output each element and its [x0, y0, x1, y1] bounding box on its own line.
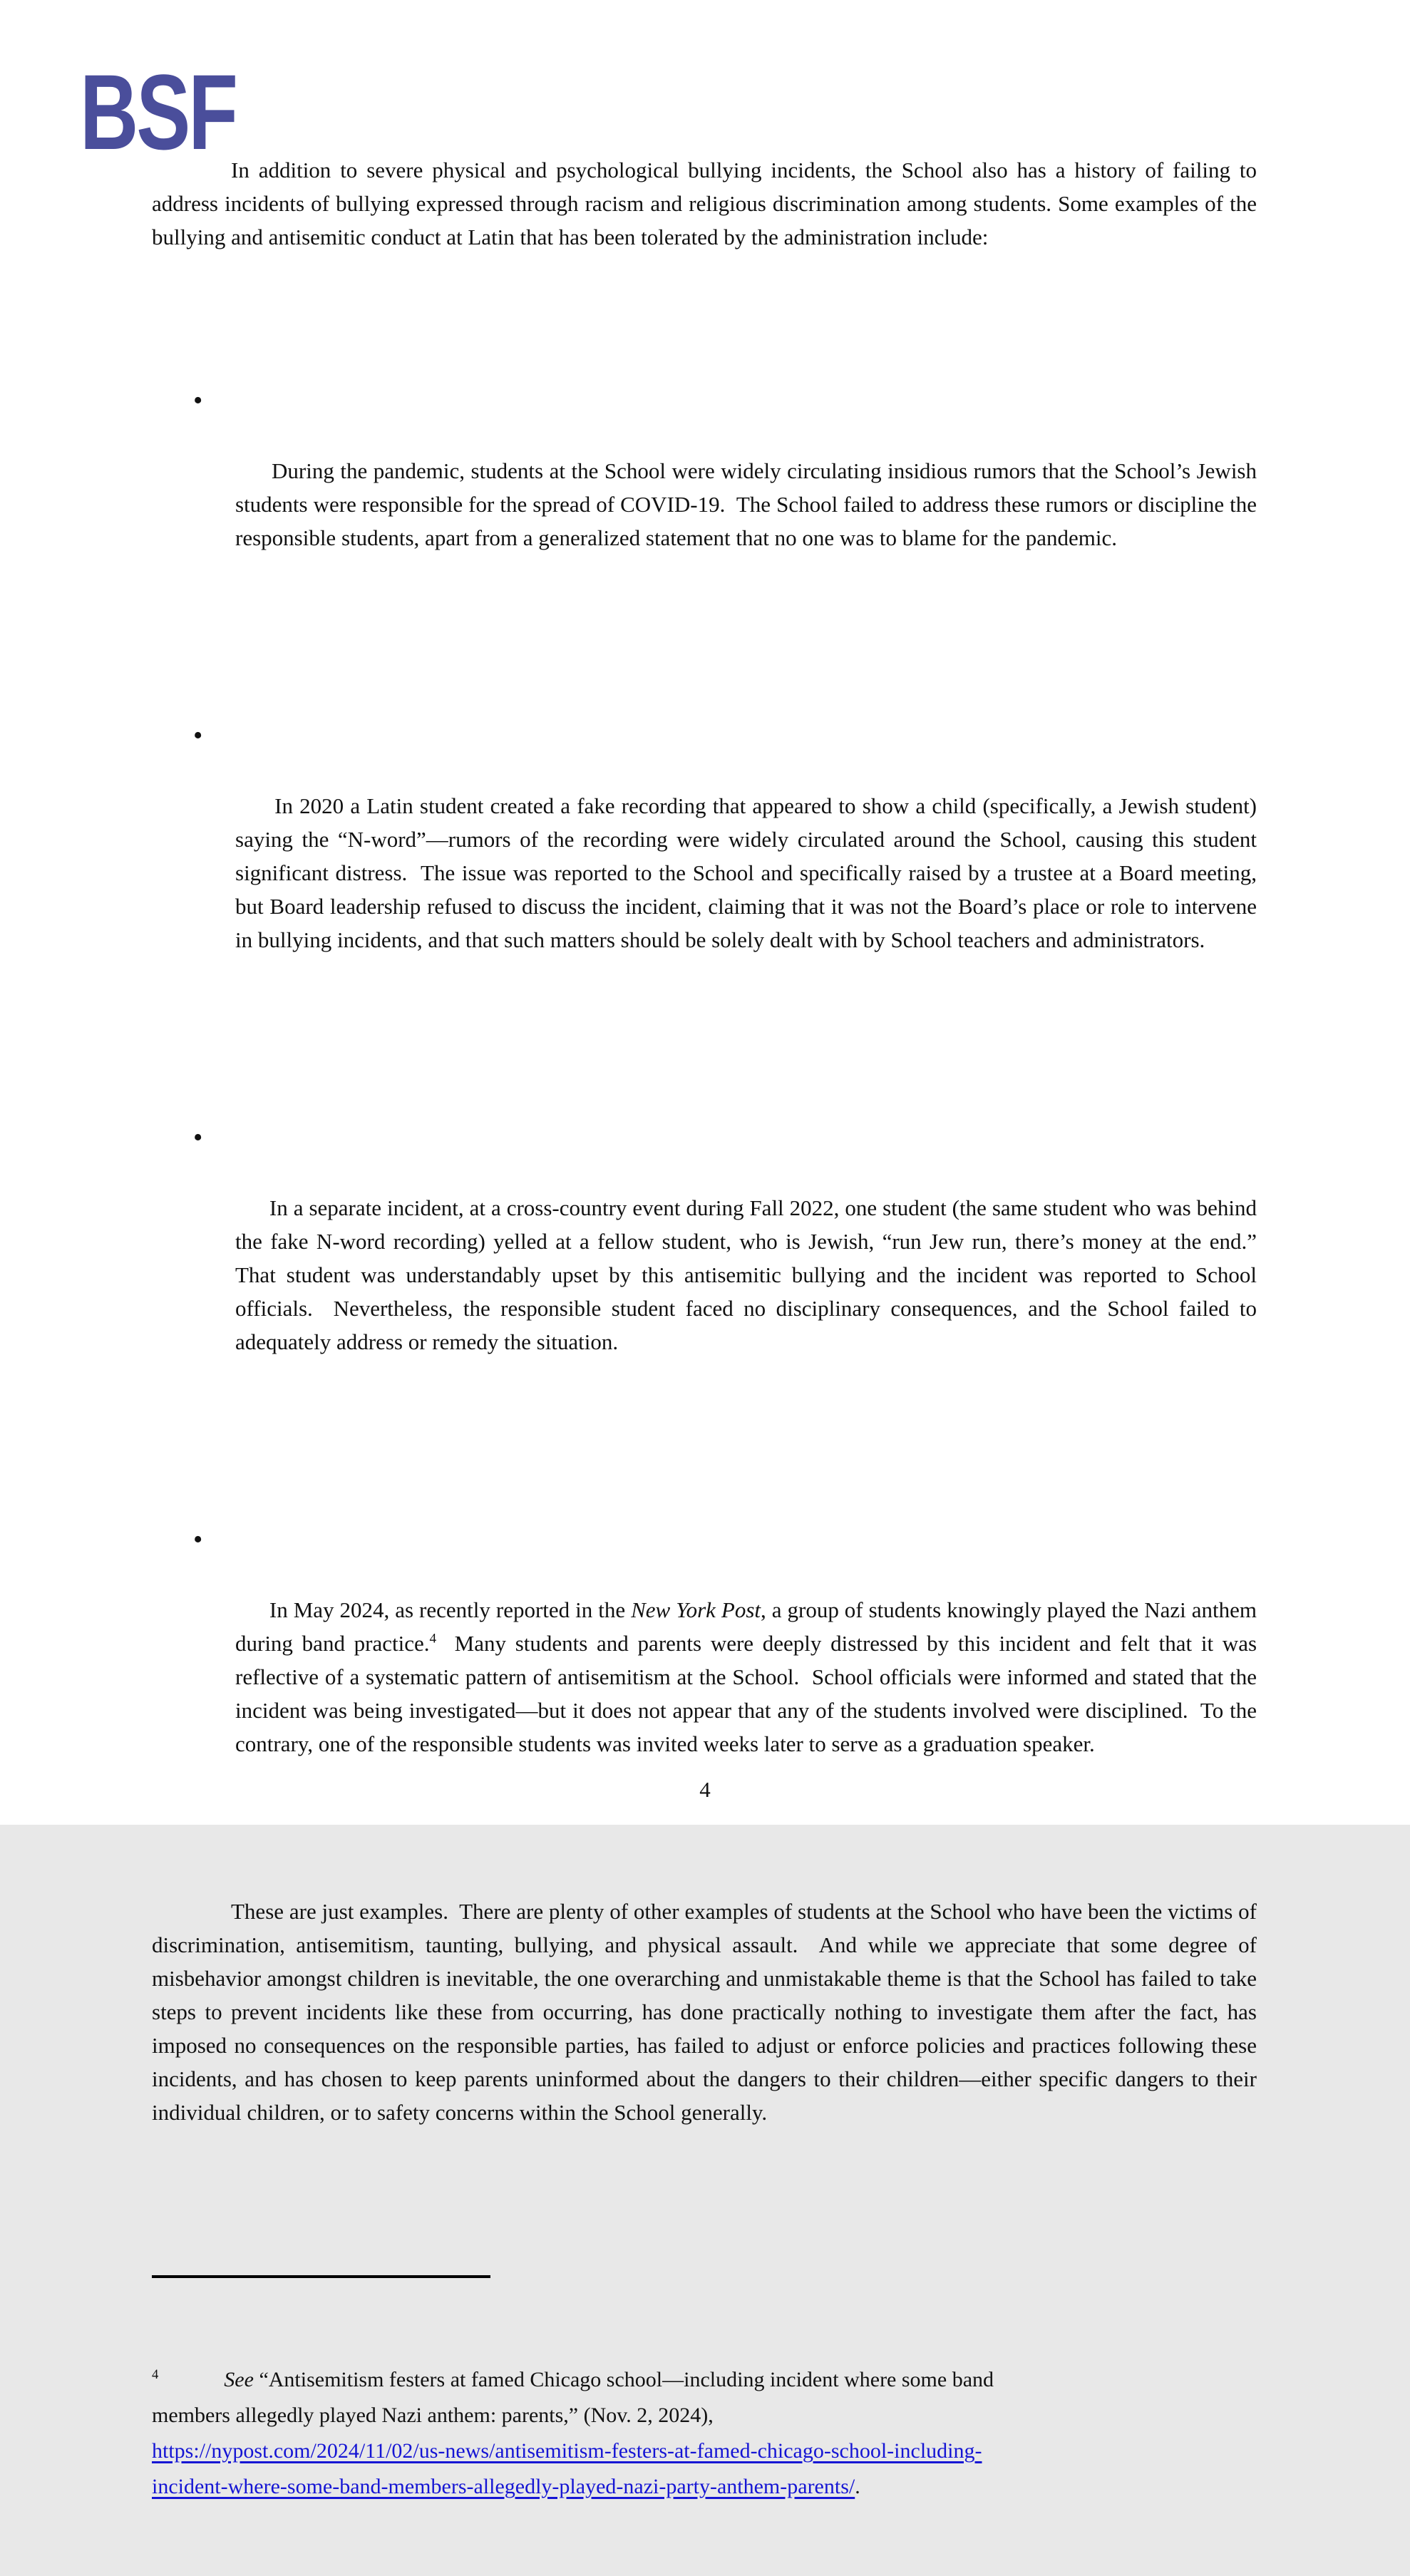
footnote-reference: 4: [429, 1631, 437, 1647]
footnote-link-line2[interactable]: incident-where-some-band-members-allegedly-played-nazi-party-anthem-parents/: [152, 2475, 855, 2498]
bullet-list: [152, 287, 1268, 1895]
bullet-item-text: In May 2024, as recently reported in the: [269, 1597, 632, 1622]
publication-name: New York Post: [631, 1597, 761, 1622]
footnote-citation-line2: members allegedly played Nazi anthem: parents,” (Nov. 2, 2024),: [152, 2404, 714, 2427]
bullet-item-text: Many students and parents were deeply distressed by this incident and felt that it was reflective of a systematic pattern of antisemitism at the School. School officials were informed and stated that the incident was being investigated—but it does not appear that any of the students involved were disciplined. To the contrary, one of the responsible students was invited weeks later to serve as a graduation speaker.: [235, 1631, 1262, 1756]
footnote-see-signal: See: [224, 2368, 254, 2391]
bullet-item-text: During the pandemic, students at the School were widely circulating insidious rumors that the School’s Jewish students were responsible for the spread of COVID-19. The School failed to address these rumors or discipline the responsible students, apart from a generalized statement that no one was to blame for the pandemic.: [235, 458, 1262, 550]
bullet-icon: •: [193, 386, 203, 416]
bullet-item-text: In a separate incident, at a cross-country event during Fall 2022, one student (the same student who was behind the fake N-word recording) yelled at a fellow student, who is Jewish, “run Jew run, there’s money at the end.” That student was understandably upset by this antisemitic bullying and the incident was reported to School officials. Nevertheless, the responsible student faced no disciplinary consequences, and the School failed to adequately address or remedy the situation.: [235, 1195, 1268, 1354]
footnote-section: [152, 2204, 1257, 2576]
footnote-number: 4: [152, 2367, 159, 2382]
footnote-separator: [152, 2275, 490, 2278]
closing-paragraph: These are just examples. There are plenty of other examples of students at the School who have been the victims of discrimination, antisemitism, taunting, bullying, and physical assault. And while we appreciate that some degree of misbehavior amongst children is inevitable, the one overarching and unmistakable theme is that the School has failed to take steps to prevent incidents like these from occurring, has done practically nothing to investigate them after the fact, has imposed no consequences on the responsible parties, has failed to adjust or enforce policies and practices following these incidents, and has chosen to keep parents uninformed about the dangers to their children—either specific dangers to their individual children, or to safety concerns within the School generally.: [152, 1899, 1262, 2125]
bullet-item-cross-country: [152, 1123, 1268, 1392]
bullet-item-text: , a group of students knowingly played the Nazi anthem during band practice.: [235, 1597, 1262, 1656]
bullet-icon: •: [193, 721, 203, 751]
bullet-item-fake-recording: [152, 721, 1262, 990]
footnote-link-line1[interactable]: https://nypost.com/2024/11/02/us-news/antisemitism-festers-at-famed-chicago-school-including-: [152, 2439, 982, 2463]
bullet-item-pandemic-rumors: [152, 386, 1262, 588]
footnote-text: [152, 2362, 1257, 2505]
bullet-item-nazi-anthem: [152, 1525, 1262, 1794]
bullet-icon: •: [193, 1123, 203, 1153]
footnote-period: .: [855, 2475, 860, 2498]
bsf-logo: BSF: [80, 52, 236, 172]
bullet-icon: •: [193, 1525, 203, 1555]
footnote-citation-line1: “Antisemitism festers at famed Chicago school—including incident where some band: [253, 2368, 994, 2391]
page-number: 4: [699, 1777, 711, 1802]
bullet-item-text: In 2020 a Latin student created a fake recording that appeared to show a child (specifically, a Jewish student) saying the “N-word”—rumors of the recording were widely circulated around the School, causing this student significant distress. The issue was reported to the School and specifically raised by a trustee at a Board meeting, but Board leadership refused to discuss the incident, claiming that it was not the Board’s place or role to intervene in bullying incidents, and that such matters should be solely dealt with by School teachers and administrators.: [235, 793, 1262, 952]
intro-paragraph: In addition to severe physical and psychological bullying incidents, the School also has a history of failing to address incidents of bullying expressed through racism and religious discrimination among students. Some examples of the bullying and antisemitic conduct at Latin that has been tolerated by the administration include:: [152, 158, 1262, 249]
